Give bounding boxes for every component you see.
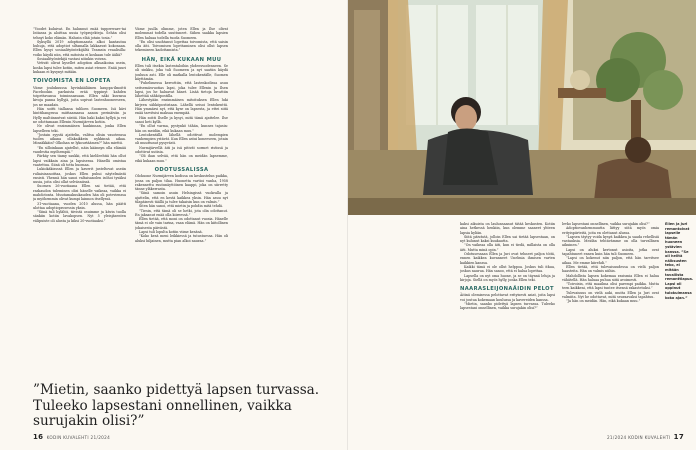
- paragraph: Nurmijärvellä äiti ja isä pitivät sormet ristissä ja odottivat uutisia.: [135, 145, 228, 155]
- right-footer: [607, 433, 684, 441]
- paragraph: ”Puhelimessa kerrottiin, että lastenkodissa asuu seitsemäsvuotias lapsi, joka tulee Ellenin ja Ilsen lapsi, jos he haluavat hänet. Lisää tietoja luvattiin lähettää sähköpostilla.: [135, 81, 228, 99]
- photo-illustration: [348, 0, 696, 215]
- paragraph: Adoptiovanhemmuutta liittyy siitä myös omia erityispiirteitä, joita en olettanut alussa.: [562, 226, 659, 235]
- paragraph: Hän soitti Ilselle ja kysyi, mitä tämä ajattelee. Ilse sanoi heti kyllä.: [135, 115, 228, 124]
- right-column-1: [460, 222, 555, 427]
- paragraph: Odotusessaan Ellen ja Juri ovat tehneet paljon töitä, ennen kaikkea kuvanneet Unelmia ihmisen varten kaikkien kanssa.: [460, 252, 555, 265]
- paragraph: Vetivät olivat kysellet adoption alkuaikoina usein, koska lapsi tulee kotiin, miten asiat etenee. Enää juuri kukaan ei kysynyt mitään.: [33, 61, 126, 74]
- paragraph: Syksyllä 2019 adoptiomaasta alkoi kantautua huhuja, että adoptiot siltamalla lakkaavat kokonaan. Ellen kysyi sosiaalityöntekijältä Teamsin reaalisilla: voiko käydä niin, että mitoista ei koskaan tule ääliä?: [33, 39, 126, 57]
- right-column-2: [562, 222, 659, 427]
- paragraph: ”Mietin, saanko pidettyä lapsen turvassa. Tuleeko lapsestani onnellinen, vaikka surujakin olisi?”: [460, 302, 555, 311]
- magazine-name: KODIN KUVALEHTI 21/2024: [46, 435, 111, 440]
- paragraph: ”Tiesin, että tämä oli se hetki, jota olin odottanut. En jaksanut enää olla kiireessä.”: [135, 208, 228, 217]
- paragraph: ”Voodet kuluivat. En halunnut enää tupperware-tai Intiassa ja aloittaa uusia työprojekteja. Sehän olisi tehnyt koko elämän. Halusin elää jotain tosia.”: [33, 27, 126, 40]
- paragraph: Siitä päivästä, jolloin Ellen sai tietää lapsestaan, on nyt kulunut kaksi kuukautta.: [460, 234, 555, 244]
- section-heading: ODOTUSSALISSA: [154, 166, 209, 173]
- paragraph: ”Oli ihan selvää, että hän on meidän lapsemme, eikä kukaan muu.”: [135, 154, 228, 163]
- paragraph: Ellen tuli itsekin lastentaloihin yhdenvuodenneen. Se oli sinkku, joka tuli Suomeen ja nyt saatiin käydä jouluun asti. Elle oli matkalla lentokentälle, Suomen käyttämän.: [135, 64, 228, 81]
- paragraph: ”En olisi unohtanut lopettaa toivomista, että saisin olla äiti. Toivomisen lopettaminen olisi ollut lapsen tekemiseen kadottamista.”: [135, 39, 228, 53]
- paragraph: Kaikki tämä ei ole ollut helppoa. Joskus tuli itkua, joskus naurua. Hän sanoo, että ei halua lopettaa.: [460, 264, 555, 274]
- left-column-2: [135, 27, 228, 372]
- paragraph: ”Siinä tuli hylähti, tiivistä osuimme ja kävin tuolla sänkiin kotiin lavakopsen. Nyt 5 yleisjäsenten välipuiste oli alusta ja kiksi 20-vuotiaaksi.”: [33, 210, 126, 223]
- paragraph: Pärkäy sen tiamy saukki, että kielileehtiä hän ollut lapsi vaikkain aina ja lapsisessa. Hänellä omistaa vaatettua. Siinä oli totta huomaa.: [33, 154, 126, 167]
- paragraph: ”Lapsi on kokenut niin paljon, että hän tarvitsee aikaa. Me emme kiirehdi.”: [562, 256, 659, 265]
- paragraph: Lapsella on nyt oma huone, ja se on täynnä leluja ja kirjoja. Siellä on myös hylly, jonka Ellen teki.: [460, 273, 555, 282]
- paragraph: Tulevaisuus on vielä auki, mutta Ellen ja Juri ovat valmiita. Nyt he odottavat, mitä seuraavaksi tapahtuu.: [562, 290, 659, 300]
- paragraph: ”Lapsen täytyy voida kysyä kaikkea ja saada rehellisiä vastauksia. Meidän tehtävämme on olla turvallinen aikuinen.”: [562, 234, 659, 248]
- paragraph: ”Ja hän on meidän. Hän, eikä kukaan muu.”: [566, 299, 641, 304]
- paragraph: Lentokentällä lähellä odottivat molempien vanhempien ystävät. Kun Ellen astui koneeseen, jotain oli muuttunut pysyvästi.: [135, 132, 228, 146]
- paragraph: Suomen 26-vuotiaana Ellen sai tietää, että raskaudon tuleminen olisi hänelle vaikeaa, vaikka ei mahdotonta. Muutamakuukauden hän oli potevienssa ja myöhemmin olivat kumpi lainnon itsellyssä.: [33, 184, 126, 202]
- paragraph: ”En ollut varma, pystynkö tähän, kunnes tajusin: hän on meidän, eikä kukaan muu.”: [135, 124, 228, 133]
- paragraph: Ellen tietää, että moni on odottanut vuosia. Hänelle tämä ei ole vain tarina, vaan elämä. Hän on kiitollinen jokaisesta päivästä.: [135, 217, 228, 230]
- page-number: 16: [33, 433, 44, 441]
- paragraph: Viime joulukuussa hyvinkääläinen kauppa-ilmoitti Facebookin parkuista erää typpinyt kahden toipettavansa toiminnassaan. Ellen näki kuvassa kivoja panna hyllyjä, joita sopivat lastenhuoneeseen, jos ne maadais.: [33, 85, 126, 107]
- photo-caption: Ellen ja Juri remontoivat lapselle tämän huoneen ystävien kanssa. ”Se oli helltä näiksusten teko, ei mitään tavallista remonttiapua. Lapsi oli oppinut tulokulmansa koko ajan.”: [665, 222, 694, 300]
- paragraph: Mahdollista lapsen kokemaa rasismia Ellen ei halua vähätellä. Hän haluaa puhua siitä avoimesti.: [562, 273, 659, 282]
- paragraph: Lukiokäkissssä Ellen ja kaverit justeltovat aseiin ruliaisisanoittaa, joskus Ellen puhui näytelmästä ensisti. Yhennä hän sanoi valtaisanolen isöhoi tysäksi uusia, joita olisi ollat selväsniissä.: [33, 167, 126, 185]
- section-heading: TOIVOMISTA EN LOPETA: [33, 78, 111, 85]
- paragraph: kaksi aikuista on laulunsaanut tätää keskusten. Kotiin aina hetkessä henkiin, kun olemme saaneet yhteen lapsia kyliän.: [460, 222, 555, 235]
- magazine-name: 21/2024 KODIN KUVALEHTI: [606, 435, 671, 440]
- paragraph: Ne olivat ensimmäisen hankinnan, jonka Ellen lapselleen teki.: [33, 124, 126, 133]
- paragraph: Sosiaalityöntekijä vastasi nöinkin voivan.: [37, 57, 107, 62]
- paragraph: Lapsi on aluksi kertonut asioita, jotka ovat tapahtuneet ennen kuin hän tuli Suomeen.: [562, 247, 659, 257]
- paragraph: ”Toivoisin, että maailma olisi parempi paikka. Mutta teen kaikkeni, että lapsi tuntee itsensä rakastetuksi.”: [562, 282, 659, 291]
- paragraph: Viime juulla olimme, joten Ellen ja Ilse olivat molemmat todella suuttuneet. Siihen saakka lapsien Ellen haluaa todella tuoda Suomeen.: [135, 27, 228, 40]
- paragraph: Olohuone Nurmijärven kodissa on keskustelun paikka, jossa on paljon tilaa. Huonetta vartioi vanha, 1958 rakennettu ruutunäyttöinen kaappi, joka on siirretty tänne yläkerrasta.: [135, 174, 228, 192]
- paragraph: Lähestyään ensimmäisen mitoituksen Ellen luki kirjeen sähköpostistaan. Lähellä seisoi lentokenttä. Hän ymmärsi nyt, että kyse on lapsesta, ja ettei siitä enää tarvitsisi maksaa enempää.: [135, 98, 228, 116]
- paragraph: Siten hän sanoi, että mietin ja pohdin mitä tehdä.: [139, 204, 224, 209]
- page-number: 17: [673, 433, 684, 441]
- paragraph: Hän soitti tiallansa tuliloen Suomeen. Isä kävi hinttihangessa miittaamassa aanon perinäivän ja Hylly maltiinnutvat siistiä. Hän baki kaksi hyllyä ja vei ne odottamaan Ellenin Nurmijärven kotiin.: [33, 107, 126, 124]
- paragraph: levko lapsestani onnellinen, vaikka surujakin olisi?”: [562, 222, 650, 226]
- paragraph: Äitinä olemisessa pelottavat erityisesti asiat, joita lapsi voi joutua kokemaan koulussa ja kavereiden kanssa.: [460, 293, 555, 302]
- left-footer: [33, 433, 110, 441]
- left-column-1: [33, 27, 126, 372]
- paragraph: Ellen tietää, että tulevaisuudessa on vielä paljon haasteita. Hän on valmis niihin.: [562, 264, 659, 274]
- section-heading: HÄN, EIKÄ KUKAAN MUU: [141, 56, 222, 63]
- paragraph: Lapsi tuli lopulta kotiin viime kesänä.: [139, 230, 203, 235]
- paragraph: 31-vuotiaana, vuoden 2010 alussa, hän päätti ulottaa adoptioprosessin yksin.: [33, 201, 126, 210]
- paragraph: ”Jostain syystä ajattelin, valitsa olisin vasotenssa tuolen aikana ollakaikkein nykkinnä aikaa. Minsäkkäin? Olkohan se lykourtäämen?” hän miettii.: [33, 132, 126, 146]
- paragraph: ”On vaikeaa olla äiti, kun ei tiedä, millaista on olla äiti. Mutta minä opin.”: [460, 243, 555, 252]
- photo-living-room: [348, 0, 696, 215]
- right-page: [348, 0, 696, 450]
- pull-quote: ”Mietin, saanko pidettyä lapsen turvassa. Tuleeko lapsestani onnellinen, vaikka surujakin olisi?”: [33, 382, 320, 429]
- section-heading: NAARASLEIJONAÄIDIN PELOT: [460, 286, 554, 293]
- paragraph: ”Koko kesä meni leikkiessä ja tutustuessa. Hän oli aluksi hiljainen, mutta pian alkoi nauraa.”: [135, 234, 228, 243]
- paragraph: ”Siinä samoin asuin Helsingissä vuokralla ja ajattelin, että en kestä kaikkea yksin. Hän asuu nyt tilapäisesti täällä ja tulee takaisin kun on valmis.”: [135, 191, 228, 204]
- paragraph: ”En silloinkaan ajatellut, näin käännyn olla elämää vaudestia myöhempiä.”: [33, 145, 126, 155]
